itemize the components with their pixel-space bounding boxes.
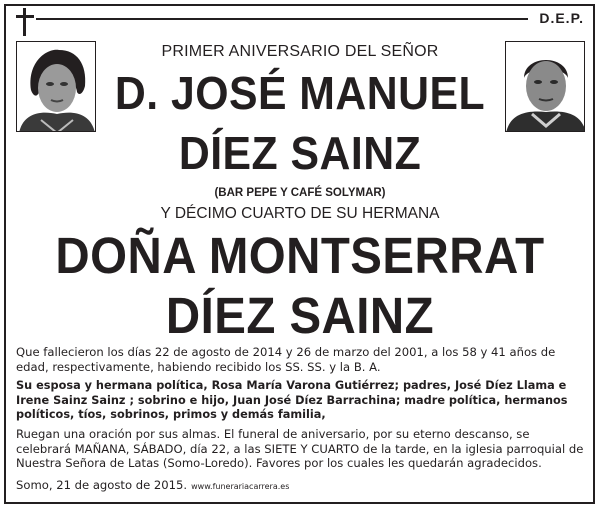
business-nickname: (BAR PEPE Y CAFÉ SOLYMAR) bbox=[214, 187, 386, 199]
funeral-home-website: www.funerariacarrera.es bbox=[191, 482, 290, 491]
funeral-details-paragraph: Ruegan una oración por sus almas. El funeral de aniversario, por su eterno descanso, se celebrará MAÑANA, SÁBADO, día 22, a las SIETE Y CUARTO de la tarde, en la iglesia parroquial de Nuestra Señora de Latas (Somo-Loredo). Favores por los cuales les quedarán agradecidos. bbox=[16, 427, 584, 471]
death-details-paragraph: Que fallecieron los días 22 de agosto de 2014 y 26 de marzo del 2001, a los 58 y 41 años de edad, respectivamente, habiendo recibido los SS. SS. y la B. A. bbox=[16, 345, 556, 374]
deceased-name-1-line-2: DÍEZ SAINZ bbox=[178, 127, 422, 179]
first-anniversary-heading: PRIMER ANIVERSARIO DEL SEÑOR bbox=[161, 43, 439, 60]
deceased-name-2-line-1: DOÑA MONTSERRAT bbox=[55, 227, 545, 284]
family-paragraph: Su esposa y hermana política, Rosa María Varona Gutiérrez; padres, José Díez Llama e Irene Sainz Sainz ; sobrino e hijo, Juan José Díez Barrachina; madre política, hermanos políticos, tíos, sobrinos, primos y demás familia, bbox=[16, 379, 568, 422]
top-divider bbox=[36, 18, 528, 20]
dep-label: D.E.P. bbox=[539, 10, 584, 26]
sister-anniversary-heading: Y DÉCIMO CUARTO DE SU HERMANA bbox=[160, 205, 440, 222]
deceased-name-1-line-1: D. JOSÉ MANUEL bbox=[114, 67, 486, 119]
place-date: Somo, 21 de agosto de 2015. bbox=[16, 478, 188, 492]
place-date-line bbox=[16, 478, 586, 495]
deceased-name-2-line-2: DÍEZ SAINZ bbox=[165, 287, 435, 344]
